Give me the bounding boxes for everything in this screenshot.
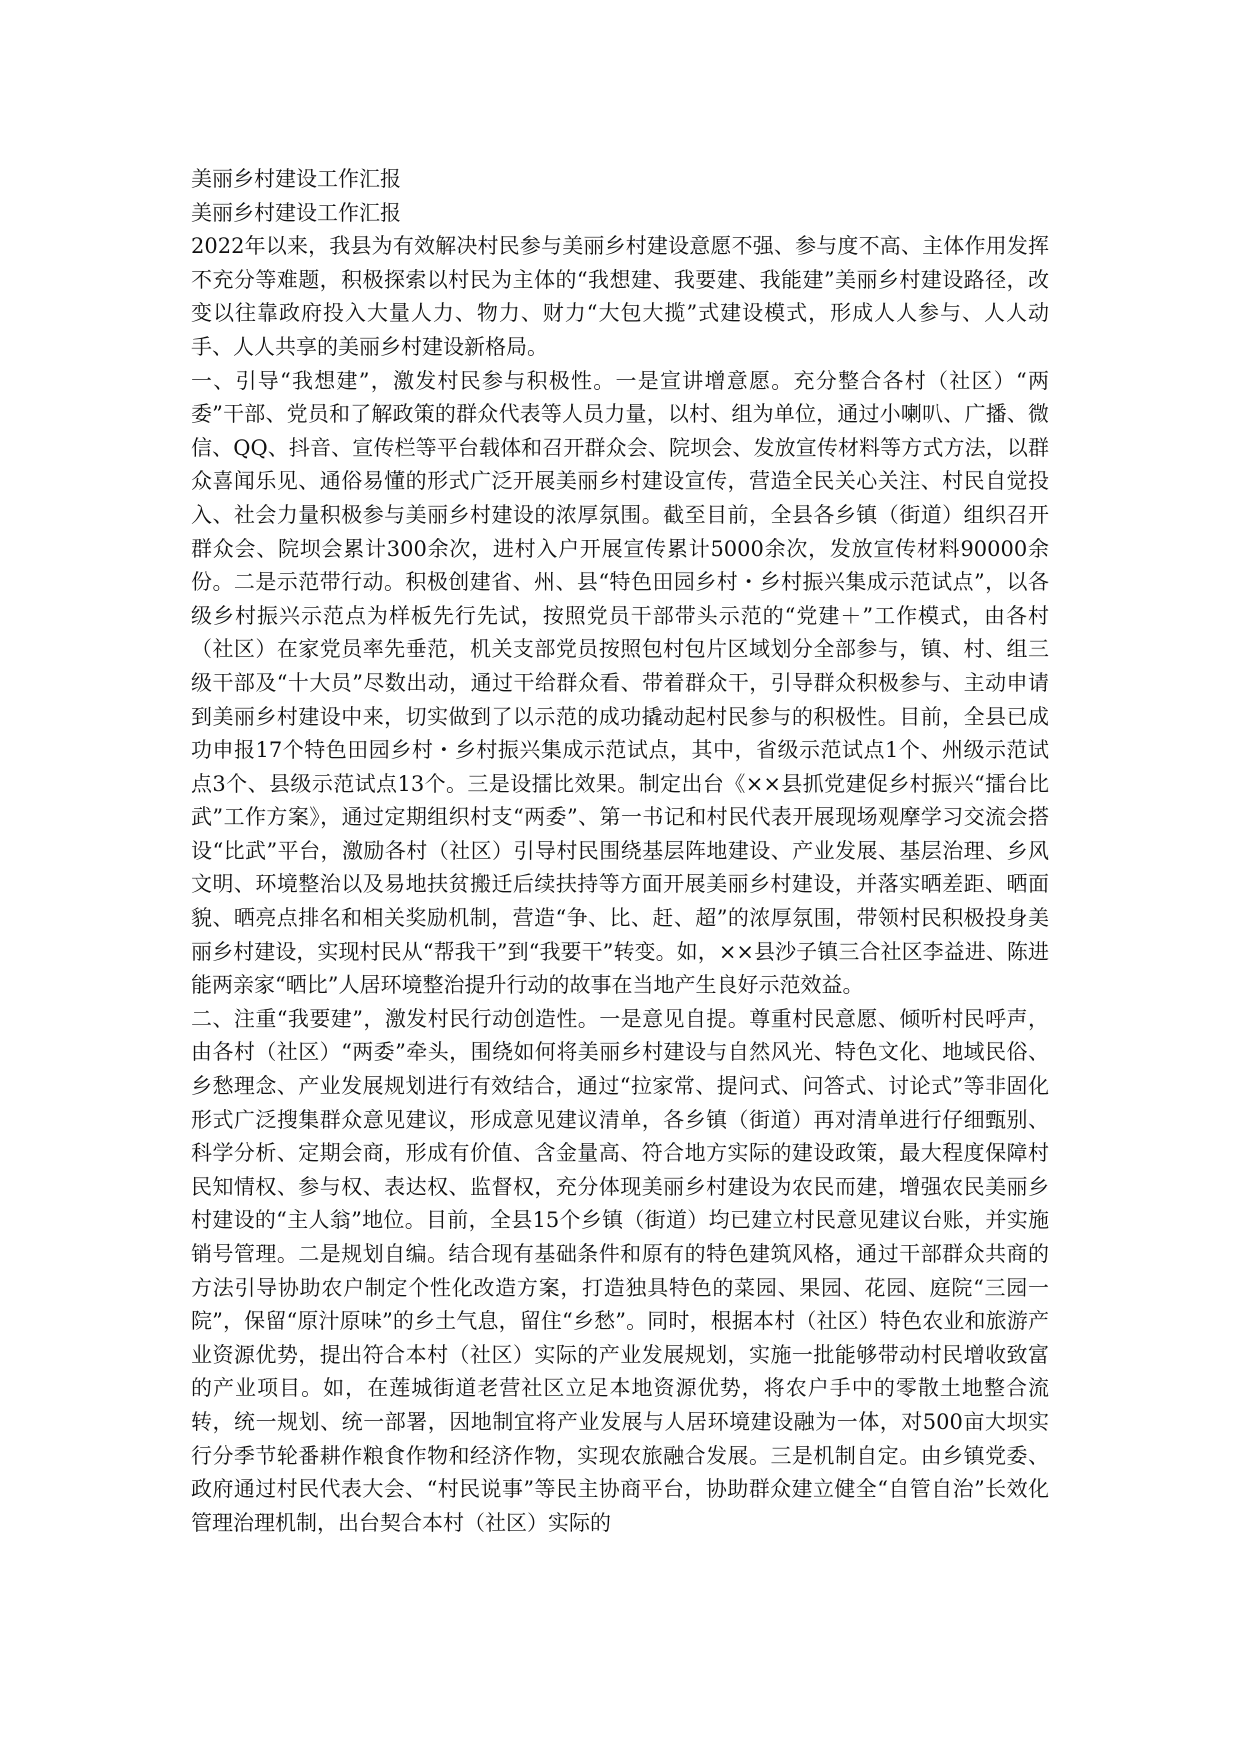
- document-title: 美丽乡村建设工作汇报: [191, 167, 401, 191]
- document-body: [191, 163, 1049, 1540]
- paragraph-section-two: 二、注重“我要建”，激发村民行动创造性。一是意见自提。尊重村民意愿、倾听村民呼声，由各村（社区）“两委”牵头，围绕如何将美丽乡村建设与自然风光、特色文化、地域民俗、乡愁理念、产业发展规划进行有效结合，通过“拉家常、提问式、问答式、讨论式”等非固化形式广泛搜集群众意见建议，形成意见建议清单，各乡镇（街道）再对清单进行仔细甄别、科学分析、定期会商，形成有价值、含金量高、符合地方实际的建设政策，最大程度保障村民知情权、参与权、表达权、监督权，充分体现美丽乡村建设为农民而建，增强农民美丽乡村建设的“主人翁”地位。目前，全县15个乡镇（街道）均已建立村民意见建议台账，并实施销号管理。二是规划自编。结合现有基础条件和原有的特色建筑风格，通过干部群众共商的方法引导协助农户制定个性化改造方案，打造独具特色的菜园、果园、花园、庭院“三园一院”，保留“原汁原味”的乡土气息，留住“乡愁”。同时，根据本村（社区）特色农业和旅游产业资源优势，提出符合本村（社区）实际的产业发展规划，实施一批能够带动村民增收致富的产业项目。如，在莲城街道老营社区立足本地资源优势，将农户手中的零散土地整合流转，统一规划、统一部署，因地制宜将产业发展与人居环境建设融为一体，对500亩大坝实行分季节轮番耕作粮食作物和经济作物，实现农旅融合发展。三是机制自定。由乡镇党委、政府通过村民代表大会、“村民说事”等民主协商平台，协助群众建立健全“自管自治”长效化管理治理机制，出台契合本村（社区）实际的: [191, 1006, 1049, 1535]
- document-subtitle: 美丽乡村建设工作汇报: [191, 200, 401, 225]
- paragraph-intro: 2022年以来，我县为有效解决村民参与美丽乡村建设意愿不强、参与度不高、主体作用发挥不充分等难题，积极探索以村民为主体的“我想建、我要建、我能建”美丽乡村建设路径，改变以往靠政府投入大量人力、物力、财力“大包大揽”式建设模式，形成人人参与、人人动手、人人共享的美丽乡村建设新格局。: [191, 234, 1049, 359]
- paragraph-section-one: 一、引导“我想建”，激发村民参与积极性。一是宣讲增意愿。充分整合各村（社区）“两委”干部、党员和了解政策的群众代表等人员力量，以村、组为单位，通过小喇叭、广播、微信、QQ、抖音、宣传栏等平台载体和召开群众会、院坝会、发放宣传材料等方式方法，以群众喜闻乐见、通俗易懂的形式广泛开展美丽乡村建设宣传，营造全民关心关注、村民自觉投入、社会力量积极参与美丽乡村建设的浓厚氛围。截至目前，全县各乡镇（街道）组织召开群众会、院坝会累计300余次，进村入户开展宣传累计5000余次，发放宣传材料90000余份。二是示范带行动。积极创建省、州、县“特色田园乡村・乡村振兴集成示范试点”，以各级乡村振兴示范点为样板先行先试，按照党员干部带头示范的“党建＋”工作模式，由各村（社区）在家党员率先垂范，机关支部党员按照包村包片区域划分全部参与，镇、村、组三级干部及“十大员”尽数出动，通过干给群众看、带着群众干，引导群众积极参与、主动申请到美丽乡村建设中来，切实做到了以示范的成功撬动起村民参与的积极性。目前，全县已成功申报17个特色田园乡村・乡村振兴集成示范试点，其中，省级示范试点1个、州级示范试点3个、县级示范试点13个。三是设擂比效果。制定出台《××县抓党建促乡村振兴“擂台比武”工作方案》，通过定期组织村支“两委”、第一书记和村民代表开展现场观摩学习交流会搭设“比武”平台，激励各村（社区）引导村民围绕基层阵地建设、产业发展、基层治理、乡风文明、环境整治以及易地扶贫搬迁后续扶持等方面开展美丽乡村建设，并落实晒差距、晒面貌、晒亮点排名和相关奖励机制，营造“争、比、赶、超”的浓厚氛围，带领村民积极投身美丽乡村建设，实现村民从“帮我干”到“我要干”转变。如，××县沙子镇三合社区李益进、陈进能两亲家“晒比”人居环境整治提升行动的故事在当地产生良好示范效益。: [191, 368, 1049, 998]
